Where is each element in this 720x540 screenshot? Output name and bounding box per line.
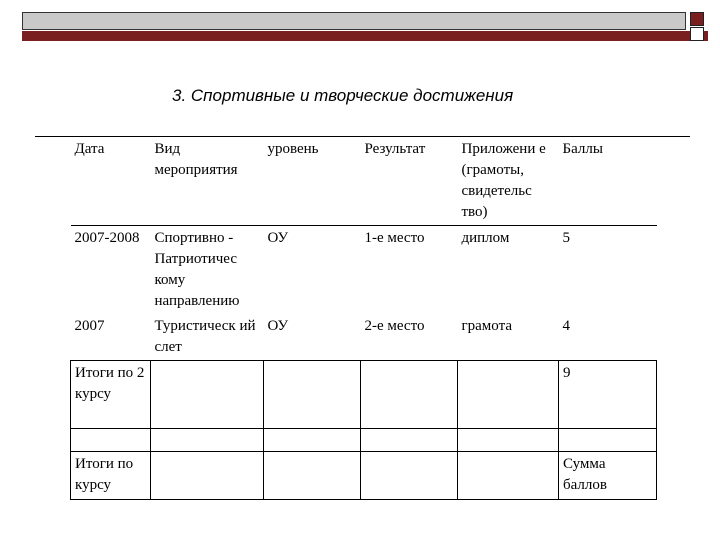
row-date: 2007-2008 [71,226,151,315]
empty-cell [151,452,264,500]
header-event: Вид мероприятия [154,141,238,178]
header-result: Результат [364,141,426,157]
empty-cell [264,429,361,452]
slide-title: 3. Спортивные и творческие достижения [172,86,514,105]
empty-cell [151,361,264,429]
row-event: Спортивно - Патриотичес кому направлению [151,226,264,315]
header-decor-square-empty [690,27,704,41]
row-result: 1-е место [361,226,458,315]
row-level: ОУ [267,318,289,334]
total-all-points: Сумма баллов [559,452,657,500]
header-points: Баллы [562,141,603,157]
total-course2-label: Итоги по 2 курсу [71,361,151,429]
row-attachment: грамота [461,318,513,334]
row-date: 2007 [74,318,105,334]
empty-cell [264,452,361,500]
header-decor-square-filled [690,12,704,26]
header-decor-line [22,31,708,41]
total-course2-points: 9 [559,361,657,429]
empty-cell [458,429,559,452]
row-points: 4 [562,318,570,334]
empty-cell [71,429,151,452]
empty-cell [361,361,458,429]
table-header-row [71,137,657,226]
empty-cell [458,361,559,429]
header-attachment: Приложени е (грамоты, свидетельс тво) [461,141,546,220]
empty-cell [361,429,458,452]
header-decor-bar [22,12,686,30]
row-attachment: диплом [458,226,559,315]
empty-cell [559,429,657,452]
achievements-table [70,137,657,500]
empty-cell [361,452,458,500]
row-event: Туристическ ий слет [154,318,256,355]
table-row [71,314,657,361]
empty-cell [151,429,264,452]
empty-cell [264,361,361,429]
header-level: уровень [267,141,319,157]
total-all-row [71,452,657,500]
total-course2-row [71,361,657,429]
table-row [71,226,657,315]
row-result: 2-е место [364,318,425,334]
blank-row [71,429,657,452]
empty-cell [458,452,559,500]
row-points: 5 [559,226,657,315]
total-all-label: Итоги по курсу [71,452,151,500]
header-date: Дата [74,141,105,157]
row-level: ОУ [264,226,361,315]
